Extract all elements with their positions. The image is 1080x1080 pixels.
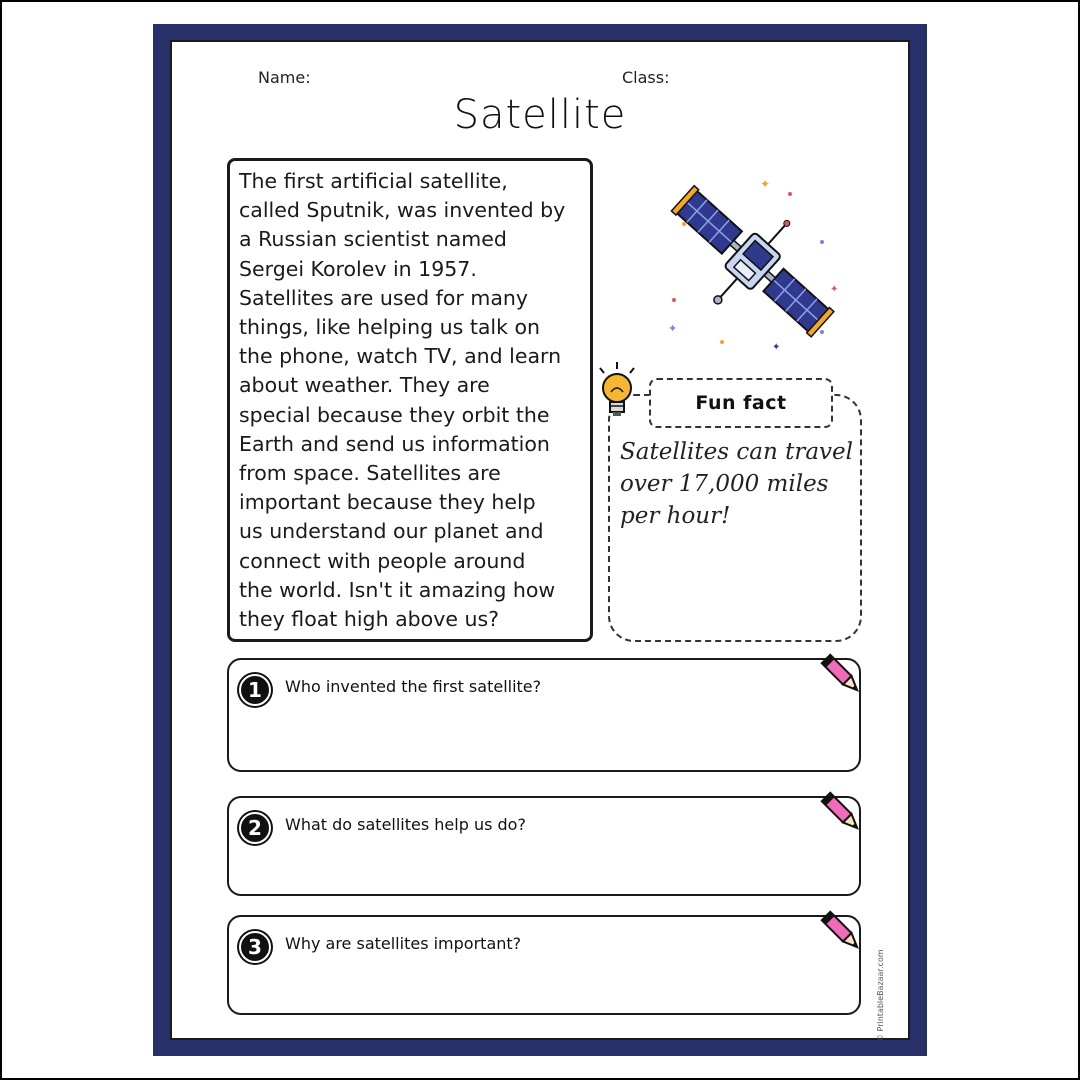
passage-line: things, like helping us talk on bbox=[239, 315, 541, 340]
passage-line: called Sputnik, was invented by bbox=[239, 198, 566, 223]
reading-passage bbox=[227, 158, 593, 642]
question-2-answer-box[interactable] bbox=[227, 796, 861, 896]
passage-line: The first artificial satellite, bbox=[239, 169, 508, 193]
copyright-text: © PrintableBazaar.com bbox=[876, 949, 885, 1042]
fun-fact-text bbox=[620, 436, 858, 532]
question-text: What do satellites help us do? bbox=[285, 815, 526, 834]
svg-text:✦: ✦ bbox=[668, 322, 678, 335]
pencil-icon bbox=[817, 907, 869, 959]
passage-line: a Russian scientist named bbox=[239, 227, 507, 252]
worksheet-frame bbox=[153, 24, 927, 1056]
worksheet-paper bbox=[170, 40, 910, 1040]
passage-line: the world. Isn't it amazing how bbox=[239, 577, 556, 602]
passage-line: they float high above us? bbox=[239, 607, 500, 632]
passage-line: important because they help bbox=[239, 490, 536, 515]
fun-fact-line: per hour! bbox=[620, 503, 731, 529]
passage-line: about weather. They are bbox=[239, 373, 490, 398]
question-number-badge: 3 bbox=[239, 931, 271, 963]
lightbulb-icon bbox=[592, 360, 642, 424]
question-number-badge: 2 bbox=[239, 812, 271, 844]
passage-line: from space. Satellites are bbox=[239, 461, 501, 486]
passage-line: connect with people around bbox=[239, 548, 526, 573]
svg-text:✦: ✦ bbox=[760, 177, 771, 191]
passage-line: the phone, watch TV, and learn bbox=[239, 344, 562, 369]
passage-line: Sergei Korolev in 1957. bbox=[239, 256, 477, 281]
question-text: Who invented the first satellite? bbox=[285, 677, 542, 696]
question-1-answer-box[interactable] bbox=[227, 658, 861, 772]
question-3-answer-box[interactable] bbox=[227, 915, 861, 1015]
fun-fact-line: over 17,000 miles bbox=[620, 471, 829, 497]
pencil-icon bbox=[817, 788, 869, 840]
question-number-badge: 1 bbox=[239, 674, 271, 706]
passage-line: Satellites are used for many bbox=[239, 285, 529, 310]
page-title: Satellite bbox=[453, 92, 627, 138]
satellite-icon bbox=[662, 172, 842, 352]
class-label: Class: bbox=[622, 68, 670, 87]
passage-line: us understand our planet and bbox=[239, 519, 544, 544]
pencil-icon bbox=[817, 650, 869, 702]
passage-text bbox=[239, 167, 582, 634]
svg-text:✦: ✦ bbox=[772, 342, 781, 352]
name-label: Name: bbox=[258, 68, 311, 87]
fun-fact-label: Fun fact bbox=[649, 378, 833, 428]
passage-line: special because they orbit the bbox=[239, 402, 550, 427]
question-text: Why are satellites important? bbox=[285, 934, 522, 953]
svg-text:✦: ✦ bbox=[830, 284, 839, 295]
passage-line: Earth and send us information bbox=[239, 431, 550, 456]
fun-fact-line: Satellites can travel bbox=[620, 439, 853, 465]
